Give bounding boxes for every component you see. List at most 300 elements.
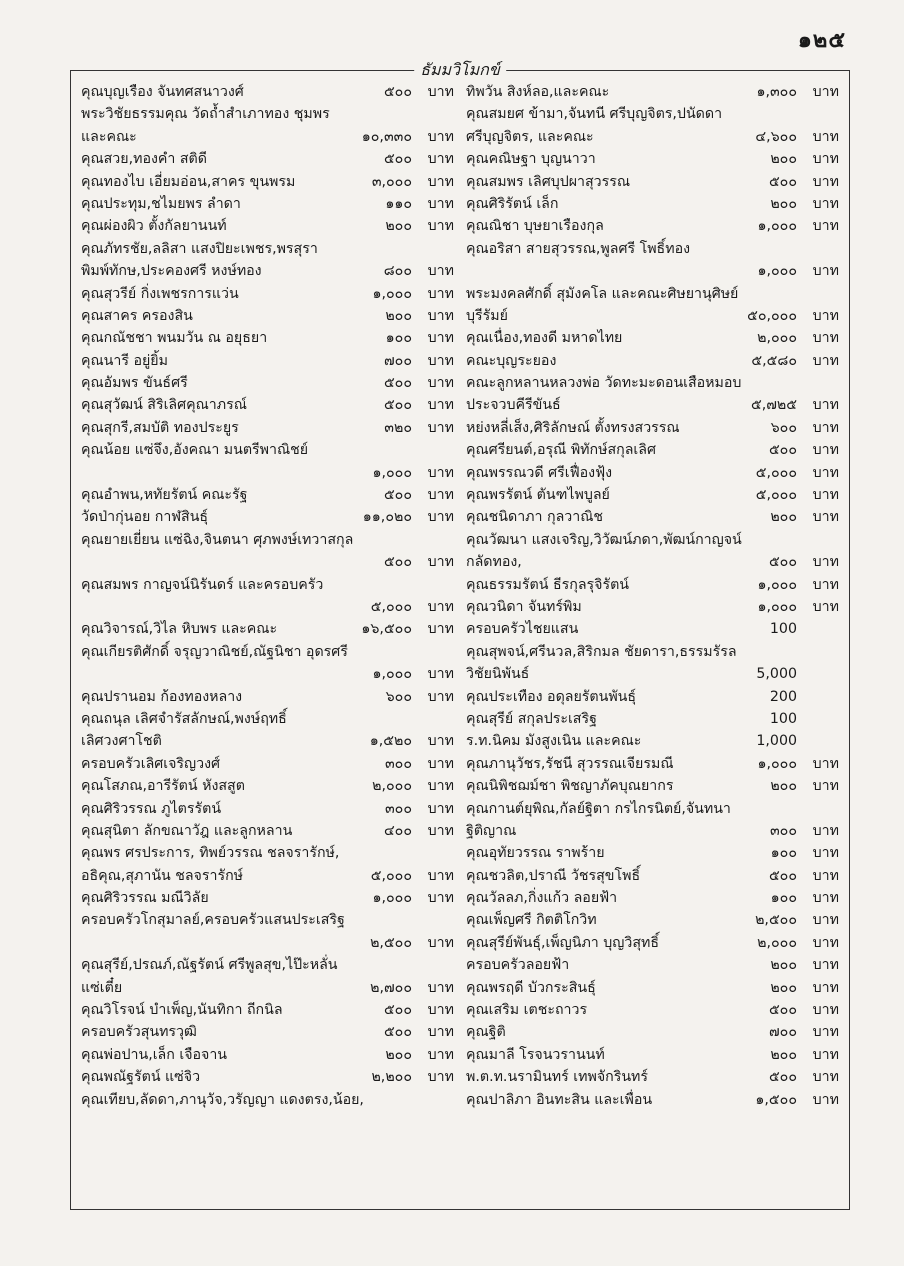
donor-row (466, 193, 841, 215)
currency-unit: บาท (812, 890, 839, 907)
donation-amount: ๖๐๐ (385, 688, 412, 705)
donation-amount: ๑,๕๒๐ (369, 733, 412, 750)
donor-name: คุณณิชา บุษยาเรืองกุล (466, 218, 604, 235)
donation-amount: ๗๐๐ (769, 1024, 797, 1041)
donation-amount: 5,000 (756, 666, 797, 683)
donation-amount: ๕,๕๘๐ (751, 352, 797, 369)
donor-name: คุณเสริม เตชะถาวร (466, 1002, 588, 1019)
donor-row (466, 484, 841, 506)
donor-row (466, 753, 841, 775)
donor-name: คุณมาลี โรจนวรานนท์ (466, 1046, 605, 1063)
donor-name: คุณสมยศ ข้ามา,จันทนี ศรีบุญจิตร,ปนัดดา (466, 106, 723, 123)
donor-name: คุณอริสา สายสุวรรณ,พูลศรี โพธิ์ทอง (466, 240, 691, 257)
donor-name: คุณพร ศรประการ, ทิพย์วรรณ ชลจรารักษ์, (81, 845, 340, 862)
currency-unit: บาท (812, 195, 839, 212)
donor-name: คุณเพ็ญศรี กิตติโกวิท (466, 912, 597, 929)
donor-name: วิชัยนิพันธ์ (466, 666, 530, 683)
currency-unit: บาท (427, 688, 454, 705)
donation-amount: ๑,๐๐๐ (757, 576, 797, 593)
donor-row (466, 932, 841, 954)
donor-name: คุณเกียรติศักดิ์ จรุญวาณิชย์,ณัฐนิชา อุดรศรี (81, 643, 348, 660)
donation-amount: ๖๐๐ (770, 419, 797, 436)
donation-amount: ๑,๐๐๐ (757, 598, 797, 615)
donor-row (466, 999, 841, 1021)
donor-row (81, 417, 456, 439)
donor-name: คุณศรียนต์,อรุณี พิทักษ์สกุลเลิศ (466, 442, 656, 459)
donor-name: คณะบุญระยอง (466, 352, 557, 369)
donor-row (81, 775, 456, 797)
donor-row (81, 954, 456, 976)
donor-name: บุรีรัมย์ (466, 307, 508, 324)
donation-amount: ๒,๐๐๐ (757, 934, 797, 951)
donor-row (466, 618, 841, 640)
donor-row (81, 730, 456, 752)
donor-name: พิมพ์ทักษ,ประคองศรี หงษ์ทอง (81, 263, 262, 280)
donation-amount: ๒๐๐ (385, 307, 412, 324)
donor-name: คุณฐิติ (466, 1024, 506, 1041)
currency-unit: บาท (427, 800, 454, 817)
currency-unit: บาท (427, 666, 454, 683)
donor-name: วัดป่ากุ่นอย กาฬสินธุ์ (81, 509, 209, 526)
donation-amount: ๑,๓๐๐ (756, 84, 797, 100)
donor-name: อธิคุณ,สุภานัน ชลจรารักษ์ (81, 867, 244, 884)
donor-name: ครอบครัวโกสุมาลย์,ครอบครัวแสนประเสริฐ (81, 912, 345, 929)
donor-row (466, 551, 841, 573)
currency-unit: บาท (812, 1002, 839, 1019)
donation-amount: ๒๐๐ (770, 778, 797, 795)
donor-name: คุณธรรมรัตน์ ธีรกุลรุจิรัตน์ (466, 576, 629, 593)
donor-row (81, 462, 456, 484)
donor-row (81, 305, 456, 327)
donor-row (81, 1044, 456, 1066)
donor-name: คุณพรรัตน์ ตันฑไพบูลย์ (466, 487, 610, 504)
currency-unit: บาท (427, 419, 454, 436)
donor-name: คุณวัลลภ,กิ่งแก้ว ลอยฟ้า (466, 890, 618, 907)
donor-row (466, 529, 841, 551)
donor-row (466, 283, 841, 305)
donation-amount: ๕๐๐ (383, 487, 412, 504)
donation-amount: ๕,๐๐๐ (370, 867, 412, 884)
donor-name: คุณคณิษฐา บุญนาวา (466, 151, 596, 168)
donor-name: เลิศวงศาโชติ (81, 733, 162, 750)
donor-row (81, 618, 456, 640)
donor-row (81, 283, 456, 305)
currency-unit: บาท (427, 509, 454, 526)
donor-row (81, 596, 456, 618)
donor-name: คุณสุพจน์,ศรีนวล,สิริกมล ชัยดารา,ธรรมรัรล (466, 643, 737, 660)
donor-row (81, 81, 456, 103)
donor-name: คุณอุทัยวรรณ ราพร้าย (466, 845, 605, 862)
donor-row (81, 529, 456, 551)
donor-row (81, 484, 456, 506)
donation-amount: ๒๐๐ (770, 509, 797, 526)
donor-name: ศรีบุญจิตร, และคณะ (466, 128, 594, 145)
currency-unit: บาท (427, 195, 454, 212)
currency-unit: บาท (812, 151, 839, 168)
donation-amount: ๑๐๐ (770, 845, 797, 862)
currency-unit: บาท (812, 419, 839, 436)
currency-unit: บาท (812, 912, 839, 929)
donor-name: คุณโสภณ,อารีรัตน์ หังสสูต (81, 778, 245, 795)
currency-unit: บาท (812, 84, 839, 100)
donation-amount: ๕๐๐ (768, 442, 797, 459)
currency-unit: บาท (812, 934, 839, 951)
donor-row (81, 350, 456, 372)
donor-name: คุณสุวัฒน์ สิริเลิศคุณาภรณ์ (81, 397, 247, 414)
donation-amount: ๑,๐๐๐ (372, 890, 412, 907)
donation-amount: ๓๒๐ (384, 419, 412, 436)
donor-row (81, 439, 456, 461)
donor-name: คุณนิพิชฌม์ชา พิชญาภัคบุณยากร (466, 778, 674, 795)
donor-name: คุณทองไบ เอี่ยมอ่อน,สาคร ขุนพรม (81, 173, 296, 190)
donor-row (81, 171, 456, 193)
donor-row (466, 1089, 841, 1111)
donor-row (466, 260, 841, 282)
donation-amount: ๕๐๐ (768, 1069, 797, 1086)
donor-name: คุณสุนิตา ลักขณาวัฎ และลูกหลาน (81, 822, 293, 839)
currency-unit: บาท (427, 218, 454, 235)
donor-name: คุณถนุล เลิศจำรัสลักษณ์,พงษ์ฤทธิ์ (81, 710, 287, 727)
donor-name: คุณสุรีย์พันธุ์,เพ็ญนิภา บุญวิสุทธิ์ (466, 934, 660, 951)
donor-row (466, 417, 841, 439)
donor-row (81, 865, 456, 887)
donation-amount: ๒,๒๐๐ (371, 1069, 412, 1086)
donor-row (81, 686, 456, 708)
currency-unit: บาท (812, 822, 839, 839)
donation-amount: ๔,๖๐๐ (755, 128, 797, 145)
donor-row (81, 932, 456, 954)
donation-amount: ๒,๐๐๐ (757, 330, 797, 347)
donor-row (81, 999, 456, 1021)
donor-row (466, 909, 841, 931)
currency-unit: บาท (812, 509, 839, 526)
currency-unit: บาท (812, 307, 839, 324)
donor-name: ประจวบคีรีขันธ์ (466, 397, 561, 414)
donation-amount: ๓๐๐ (384, 800, 412, 817)
currency-unit: บาท (427, 979, 454, 996)
donor-row (81, 663, 456, 685)
donation-amount: ๒๐๐ (770, 1046, 797, 1063)
donor-name: คุณประทุม,ชไมยพร ลำดา (81, 195, 241, 212)
donor-name: คุณวิโรจน์ บำเพ็ญ,นันทิกา ถีกนิล (81, 1002, 283, 1019)
currency-unit: บาท (427, 822, 454, 839)
donation-amount: ๕๐๐ (383, 1024, 412, 1041)
donor-name: คุณพณัฐรัตน์ แซ่จิว (81, 1069, 201, 1086)
donor-name: คุณกณัชชา พนมวัน ณ อยุธยา (81, 330, 268, 347)
currency-unit: บาท (427, 598, 454, 615)
currency-unit: บาท (427, 755, 454, 772)
donor-name: คุณวนิดา จันทร์พิม (466, 598, 582, 615)
donation-amount: ๑,๐๐๐ (372, 666, 412, 683)
donor-name: คุณอัมพร ขันธ์ศรี (81, 375, 188, 392)
donation-amount: ๑๐,๓๓๐ (361, 128, 412, 145)
donation-amount: ๕๐๐ (768, 173, 797, 190)
donor-row (466, 641, 841, 663)
donor-name: คุณศิริวรรณ ภูไตรรัตน์ (81, 800, 222, 817)
donor-row (466, 305, 841, 327)
donor-row (81, 327, 456, 349)
donor-name: คุณกานต์ยุพิณ,กัลย์ฐิตา กรไกรนิตย์,จันทนา (466, 800, 731, 817)
donor-name: คุณพ่อปาน,เล็ก เจือจาน (81, 1046, 228, 1063)
donor-name: คุณชนิดาภา กุลวาณิช (466, 509, 603, 526)
currency-unit: บาท (427, 173, 454, 190)
donor-name: คุณเทียบ,ลัดดา,ภานุวัจ,วรัญญา แดงตรง,น้อย, (81, 1091, 364, 1108)
currency-unit: บาท (812, 554, 839, 571)
left-column (81, 81, 456, 1111)
header-title: ธัมมวิโมกข์ (414, 59, 506, 81)
donor-name: ทิพวัน สิงห์ลอ,และคณะ (466, 84, 610, 100)
donor-row (81, 977, 456, 999)
donor-name: คุณสาคร ครองสิน (81, 307, 193, 324)
donation-amount: ๕๐๐ (768, 554, 797, 571)
currency-unit: บาท (812, 352, 839, 369)
donor-row (466, 842, 841, 864)
donor-row (81, 193, 456, 215)
donation-amount: ๕๐๐ (383, 84, 412, 100)
donation-amount: ๑,๕๐๐ (755, 1091, 797, 1108)
donation-amount: ๘๐๐ (383, 263, 412, 280)
donor-row (81, 1089, 456, 1111)
currency-unit: บาท (427, 1024, 454, 1041)
donor-name: คุณพรรณวดี ศรีเฟื่องฟุ้ง (466, 464, 613, 481)
donor-name: คุณผ่องผิว ตั้งกัลยานนท์ (81, 218, 227, 235)
donation-amount: 1,000 (756, 733, 797, 750)
donor-row (81, 753, 456, 775)
donor-row (81, 798, 456, 820)
donation-amount: ๑๐๐ (385, 330, 412, 347)
donation-amount: ๑,๐๐๐ (372, 285, 412, 302)
donation-amount: ๑,๐๐๐ (757, 263, 797, 280)
donor-row (81, 887, 456, 909)
currency-unit: บาท (427, 263, 454, 280)
donor-row (81, 260, 456, 282)
currency-unit: บาท (812, 957, 839, 974)
currency-unit: บาท (427, 330, 454, 347)
donor-name: คุณอำพน,หทัยรัตน์ คณะรัฐ (81, 487, 248, 504)
donation-amount: ๗๐๐ (384, 352, 412, 369)
donor-name: คุณปรานอม ก้องทองหลาง (81, 688, 243, 705)
currency-unit: บาท (812, 576, 839, 593)
donation-amount: ๒๐๐ (770, 195, 797, 212)
donation-amount: ๕๐๐ (383, 1002, 412, 1019)
donor-row (81, 215, 456, 237)
donor-row (81, 1066, 456, 1088)
donor-name: คุณสุรีย์ สกุลประเสริฐ (466, 710, 597, 727)
donation-amount: ๒,๕๐๐ (370, 934, 412, 951)
donation-amount: ๒๐๐ (770, 979, 797, 996)
donation-amount: ๕๐๐ (383, 375, 412, 392)
currency-unit: บาท (427, 778, 454, 795)
donor-row (466, 394, 841, 416)
currency-unit: บาท (812, 778, 839, 795)
donor-name: แซ่เตี๋ย (81, 979, 123, 996)
currency-unit: บาท (427, 1046, 454, 1063)
donation-amount: ๒๐๐ (385, 1046, 412, 1063)
donor-name: ครอบครัวลอยฟ้า (466, 957, 570, 974)
donor-row (466, 506, 841, 528)
currency-unit: บาท (812, 487, 839, 504)
donor-row (81, 394, 456, 416)
donor-row (81, 103, 456, 125)
donation-amount: ๕,๐๐๐ (755, 487, 797, 504)
currency-unit: บาท (427, 397, 454, 414)
currency-unit: บาท (427, 84, 454, 100)
donor-row (466, 81, 841, 103)
currency-unit: บาท (427, 307, 454, 324)
donor-name: คุณสุวรีย์ กิ่งเพชรการแว่น (81, 285, 239, 302)
donor-name: คุณภัทรชัย,ลลิสา แสงปิยะเพชร,พรสุรา (81, 240, 318, 257)
donor-name: คุณชวลิต,ปราณี วัชรสุขโพธิ์ (466, 867, 641, 884)
donation-amount: ๑,๐๐๐ (757, 218, 797, 235)
donor-name: คุณบุญเรือง จันทศสนาวงศ์ (81, 84, 244, 100)
currency-unit: บาท (427, 867, 454, 884)
donation-amount: ๕,๐๐๐ (755, 464, 797, 481)
donor-row (466, 887, 841, 909)
donation-amount: ๒๐๐ (770, 151, 797, 168)
donor-row (466, 686, 841, 708)
donation-amount: ๕๐๐ (383, 554, 412, 571)
donor-name: คุณพรฤดี บัวกระสินธุ์ (466, 979, 596, 996)
donor-row (466, 820, 841, 842)
donor-name: พ.ต.ท.นรามินทร์ เทพจักรินทร์ (466, 1069, 649, 1086)
currency-unit: บาท (812, 979, 839, 996)
donation-amount: ๕๐๐ (383, 151, 412, 168)
donation-amount: 200 (769, 688, 797, 705)
donor-row (81, 126, 456, 148)
donation-amount: ๕๐๐ (768, 1002, 797, 1019)
donor-name: คุณวิจารณ์,วิไล หิบพร และคณะ (81, 621, 278, 638)
donor-row (81, 372, 456, 394)
donor-row (466, 439, 841, 461)
donation-amount: ๕,๗๒๕ (750, 397, 797, 414)
donation-amount: ๑๖,๕๐๐ (361, 621, 412, 638)
currency-unit: บาท (812, 173, 839, 190)
currency-unit: บาท (812, 1069, 839, 1086)
donor-row (466, 171, 841, 193)
donor-row (466, 596, 841, 618)
currency-unit: บาท (427, 1069, 454, 1086)
donor-row (466, 977, 841, 999)
donation-amount: ๒,๗๐๐ (370, 979, 412, 996)
donor-row (466, 865, 841, 887)
currency-unit: บาท (427, 554, 454, 571)
donation-amount: ๕๐๐ (383, 397, 412, 414)
donor-name: คุณสวย,ทองคำ สติดี (81, 151, 207, 168)
right-column (466, 81, 841, 1111)
donation-amount: ๒๐๐ (385, 218, 412, 235)
currency-unit: บาท (812, 1046, 839, 1063)
currency-unit: บาท (427, 352, 454, 369)
currency-unit: บาท (427, 890, 454, 907)
donor-name: คุณนารี อยู่ยิ้ม (81, 352, 168, 369)
donor-name: คุณศิริวรรณ มณีวิลัย (81, 890, 209, 907)
donor-row (466, 708, 841, 730)
currency-unit: บาท (812, 598, 839, 615)
currency-unit: บาท (812, 397, 839, 414)
donor-row (81, 708, 456, 730)
donor-row (466, 798, 841, 820)
donation-amount: ๕,๐๐๐ (370, 598, 412, 615)
donor-row (466, 1021, 841, 1043)
donation-amount: ๔๐๐ (383, 822, 412, 839)
donor-name: พระวิชัยธรรมคุณ วัดถ้ำสำเภาทอง ชุมพร (81, 106, 330, 123)
donation-amount: ๒๐๐ (770, 957, 797, 974)
currency-unit: บาท (812, 442, 839, 459)
currency-unit: บาท (812, 218, 839, 235)
currency-unit: บาท (427, 1002, 454, 1019)
donation-amount: ๒,๕๐๐ (755, 912, 797, 929)
donor-row (466, 663, 841, 685)
donor-name: คุณศิริรัตน์ เล็ก (466, 195, 559, 212)
donor-name: คุณวัฒนา แสงเจริญ,วิวัฒน์ภดา,พัฒน์กาญจน์ (466, 531, 742, 548)
donor-row (466, 1066, 841, 1088)
donor-name: ครอบครัวไชยแสน (466, 621, 579, 638)
donor-name: คณะลูกหลานหลวงพ่อ วัดทะมะดอนเสือหมอบ (466, 375, 742, 392)
currency-unit: บาท (812, 1091, 839, 1108)
currency-unit: บาท (427, 733, 454, 750)
donor-name: คุณประเทือง อดุลยรัตนพันธุ์ (466, 688, 637, 705)
donor-name: ฐิติญาณ (466, 822, 517, 839)
donor-row (466, 238, 841, 260)
donor-name: คุณสมพร เลิศบุปผาสุวรรณ (466, 173, 631, 190)
donor-name: คุณน้อย แซ่จึง,อังคณา มนตรีพาณิชย์ (81, 442, 309, 459)
donor-row (81, 551, 456, 573)
currency-unit: บาท (427, 487, 454, 504)
donation-amount: ๑,๐๐๐ (757, 755, 797, 772)
page-number: ๑๒๕ (797, 28, 846, 53)
currency-unit: บาท (812, 867, 839, 884)
donation-amount: ๓๐๐ (769, 822, 797, 839)
donor-row (81, 238, 456, 260)
currency-unit: บาท (427, 464, 454, 481)
donor-row (81, 842, 456, 864)
donation-amount: 100 (769, 710, 797, 727)
donor-row (81, 506, 456, 528)
donor-name: กลัดทอง, (466, 554, 522, 571)
donation-amount: 100 (769, 621, 797, 638)
currency-unit: บาท (427, 934, 454, 951)
donor-name: คุณสมพร กาญจน์นิรันดร์ และครอบครัว (81, 576, 324, 593)
currency-unit: บาท (812, 1024, 839, 1041)
donor-row (466, 462, 841, 484)
donor-row (466, 327, 841, 349)
currency-unit: บาท (427, 128, 454, 145)
donor-name: คุณภานุวัชร,รัชนี สุวรรณเจียรมณี (466, 755, 674, 772)
donation-amount: ๑,๐๐๐ (372, 464, 412, 481)
donor-name: คุณปาลิภา อินทะสิน และเพื่อน (466, 1091, 653, 1108)
currency-unit: บาท (427, 375, 454, 392)
currency-unit: บาท (427, 285, 454, 302)
donor-row (466, 148, 841, 170)
donor-row (466, 215, 841, 237)
currency-unit: บาท (812, 330, 839, 347)
donation-amount: ๑๑,๐๒๐ (362, 509, 412, 526)
content-frame (70, 60, 850, 1210)
donor-row (81, 909, 456, 931)
donation-amount: ๑๐๐ (770, 890, 797, 907)
donor-row (81, 574, 456, 596)
donor-row (466, 103, 841, 125)
donor-name: และคณะ (81, 128, 137, 145)
donation-amount: ๕๐๐ (768, 867, 797, 884)
currency-unit: บาท (812, 128, 839, 145)
donation-amount: ๕๐,๐๐๐ (747, 307, 797, 324)
donor-row (81, 641, 456, 663)
donation-amount: ๑๑๐ (385, 195, 412, 212)
donor-row (466, 372, 841, 394)
currency-unit: บาท (812, 263, 839, 280)
donor-row (81, 1021, 456, 1043)
